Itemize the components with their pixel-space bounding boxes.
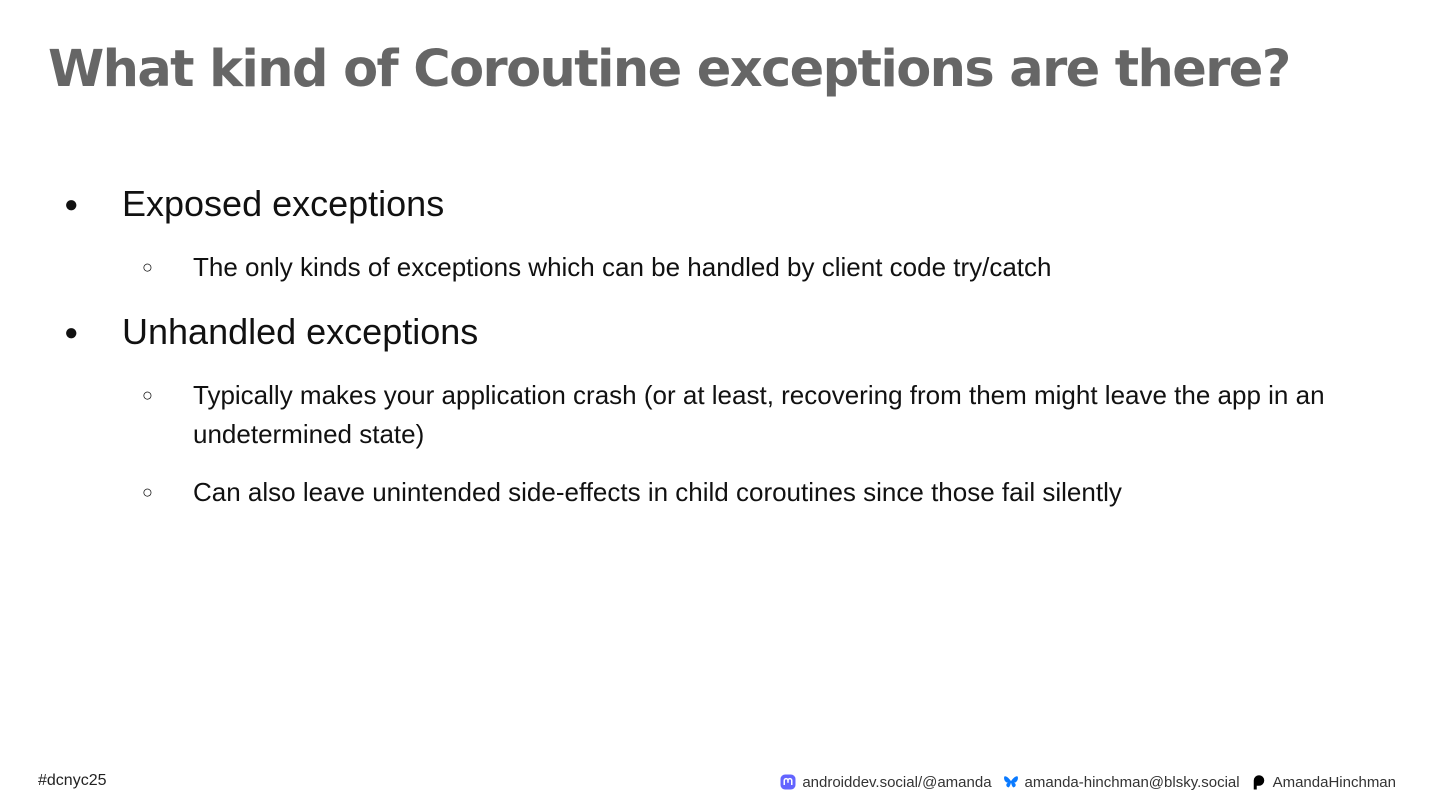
mastodon-icon	[779, 773, 797, 791]
sub-bullet-text: Typically makes your application crash (or at least, recovering from them might leave the app in an undetermined state)	[193, 380, 1325, 449]
bullet-item	[64, 311, 478, 353]
social-patreon[interactable]	[1250, 773, 1396, 791]
sub-bullet-text: The only kinds of exceptions which can be handled by client code try/catch	[193, 252, 1052, 282]
bullet-text: Unhandled exceptions	[122, 311, 479, 352]
patreon-icon	[1250, 773, 1268, 791]
hashtag: #dcnyc25	[38, 772, 107, 789]
bullet-text: Exposed exceptions	[122, 183, 445, 224]
bullet-item	[64, 183, 444, 225]
sub-bullet-item	[142, 376, 1382, 454]
bullet-dot-icon: ●	[64, 319, 79, 346]
sub-bullet-item	[142, 473, 1382, 512]
social-label: androiddev.social/@amanda	[802, 773, 992, 791]
social-label: AmandaHinchman	[1272, 773, 1396, 791]
social-label: amanda-hinchman@blsky.social	[1024, 773, 1240, 791]
social-links	[769, 773, 1396, 791]
bullet-dot-icon: ●	[64, 191, 79, 218]
bluesky-icon	[1002, 773, 1020, 791]
social-mastodon[interactable]	[779, 773, 991, 791]
sub-bullet-ring-icon: ○	[142, 257, 153, 277]
sub-bullet-item	[142, 248, 1382, 287]
sub-bullet-text: Can also leave unintended side-effects in child coroutines since those fail silently	[193, 477, 1122, 507]
social-bluesky[interactable]	[1002, 773, 1240, 791]
slide-title: What kind of Coroutine exceptions are there?	[48, 40, 1290, 99]
sub-bullet-ring-icon: ○	[142, 385, 153, 405]
sub-bullet-ring-icon: ○	[142, 482, 153, 502]
